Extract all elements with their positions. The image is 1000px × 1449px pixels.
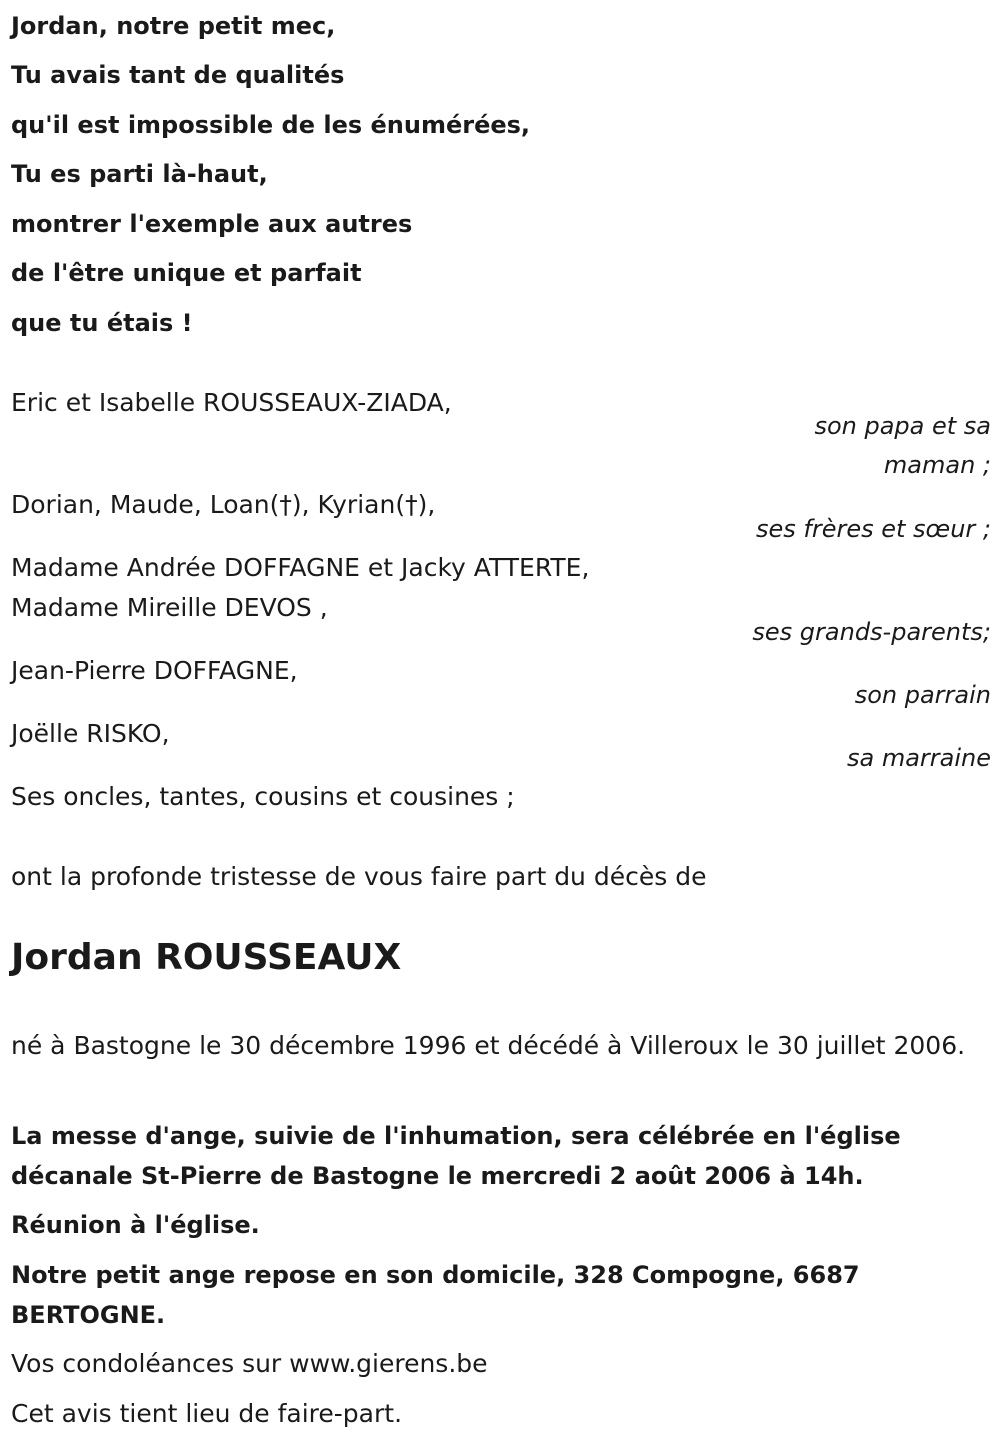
godfather-name: Jean-Pierre DOFFAGNE, bbox=[11, 656, 298, 685]
poem-line: que tu étais ! bbox=[11, 309, 193, 337]
repose-info: Notre petit ange repose en son domicile, 328 Compogne, 6687 BERTOGNE. bbox=[11, 1261, 860, 1329]
meeting-info: Réunion à l'église. bbox=[11, 1211, 260, 1239]
siblings-names: Dorian, Maude, Loan(†), Kyrian(†), bbox=[11, 490, 436, 519]
grandparents-role: ses grands-parents; bbox=[752, 618, 991, 646]
condolences-link[interactable]: Vos condoléances sur www.gierens.be bbox=[11, 1349, 488, 1378]
siblings-role: ses frères et sœur ; bbox=[755, 515, 991, 543]
grandparents-names: Madame Andrée DOFFAGNE et Jacky ATTERTE, bbox=[11, 553, 590, 582]
relatives: Ses oncles, tantes, cousins et cousines ; bbox=[11, 782, 515, 811]
poem-line: de l'être unique et parfait bbox=[11, 259, 362, 287]
poem-line: montrer l'exemple aux autres bbox=[11, 210, 413, 238]
parents-role: maman ; bbox=[883, 451, 991, 479]
poem-line: Tu avais tant de qualités bbox=[11, 61, 345, 89]
funeral-details: La messe d'ange, suivie de l'inhumation, sera célébrée en l'église décanale St-Pierre de Bastogne le mercredi 2 août 2006 à 14h. bbox=[11, 1122, 901, 1190]
godmother-name: Joëlle RISKO, bbox=[11, 719, 170, 748]
birth-death-dates: né à Bastogne le 30 décembre 1996 et décédé à Villeroux le 30 juillet 2006. bbox=[11, 1031, 966, 1060]
godfather-role: son parrain bbox=[854, 681, 991, 709]
deceased-name: Jordan ROUSSEAUX bbox=[11, 937, 402, 978]
parents-role: son papa et sa bbox=[814, 412, 991, 440]
parents-names: Eric et Isabelle ROUSSEAUX-ZIADA, bbox=[11, 388, 452, 417]
poem-line: qu'il est impossible de les énumérées, bbox=[11, 111, 531, 139]
announcement: ont la profonde tristesse de vous faire part du décès de bbox=[11, 862, 707, 891]
notice-text: Cet avis tient lieu de faire-part. bbox=[11, 1399, 403, 1428]
godmother-role: sa marraine bbox=[846, 744, 991, 772]
poem-line: Tu es parti là-haut, bbox=[11, 160, 268, 188]
grandparents-names: Madame Mireille DEVOS , bbox=[11, 593, 328, 622]
poem-line: Jordan, notre petit mec, bbox=[11, 12, 336, 40]
